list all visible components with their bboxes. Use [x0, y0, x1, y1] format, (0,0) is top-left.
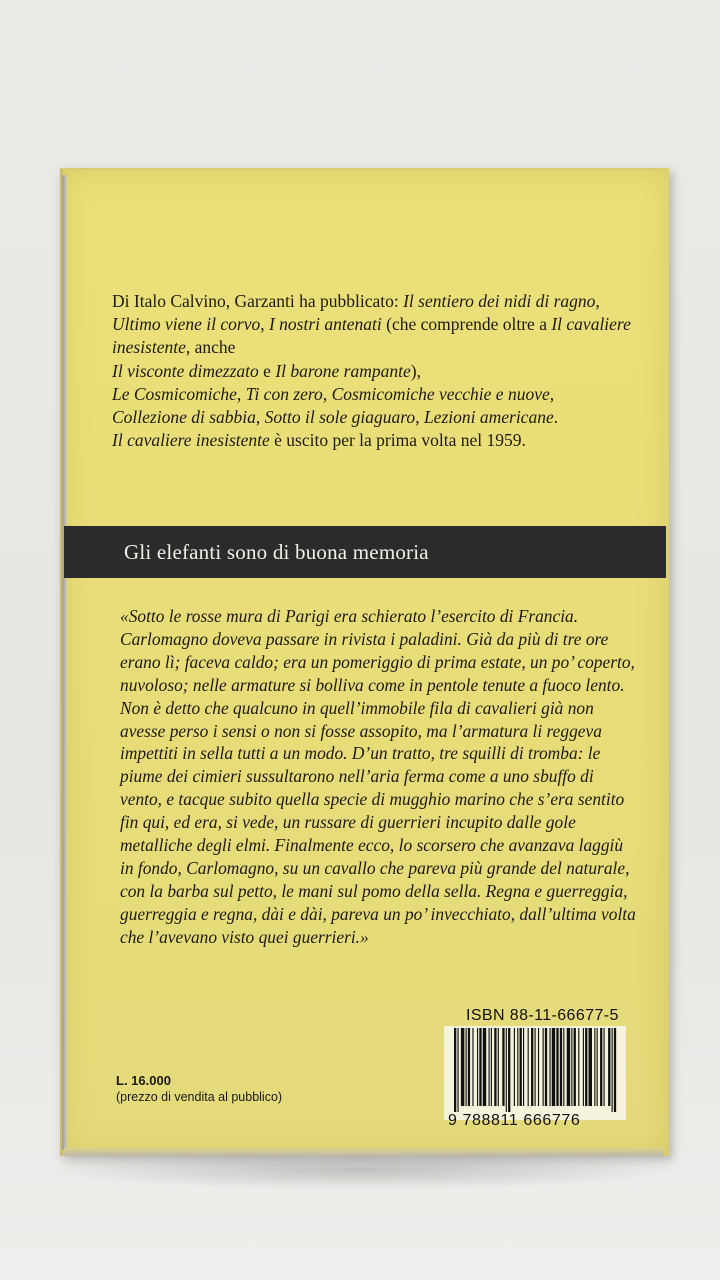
barcode-bar: [506, 1028, 507, 1112]
barcode-bar: [578, 1028, 579, 1106]
book-bottom-edge: [64, 1148, 664, 1156]
barcode-bar: [466, 1028, 467, 1106]
barcode-bar: [531, 1028, 533, 1106]
publisher-note-first-edition: Il cavaliere inesistente è uscito per la prima volta nel 1959.: [112, 430, 526, 451]
barcode-digits: 9 788811 666776: [448, 1112, 581, 1129]
barcode-bar: [477, 1028, 478, 1106]
barcode-bar: [538, 1028, 539, 1106]
isbn-number: ISBN 88-11-66677-5: [466, 1007, 619, 1024]
barcode-bar: [528, 1028, 529, 1106]
barcode-bar: [508, 1028, 510, 1112]
barcode-bar: [583, 1028, 584, 1106]
barcode-bar: [600, 1028, 602, 1106]
barcode-bar: [597, 1028, 598, 1106]
barcode-bar: [461, 1028, 464, 1106]
barcode-bar: [604, 1028, 605, 1106]
barcode-bar: [479, 1028, 481, 1106]
barcode-bar: [552, 1028, 555, 1106]
publisher-note-works: Di Italo Calvino, Garzanti ha pubblicato: Il sentiero dei nidi di ragno, Ultimo viene il corvo, I nostri antenati (che comprende oltre a Il cavaliere inesistente, anche Il visconte dimezzato e Il barone rampante), Le Cosmicomiche, Ti con zero, Cosmicomiche vecchie e nuove, Collezione di sabbia, Sotto il sole giaguaro, Lezioni americane.: [112, 291, 631, 428]
barcode-bar: [514, 1028, 515, 1106]
series-title: Gli elefanti sono di buona memoria: [124, 540, 429, 564]
barcode-bar: [517, 1028, 518, 1106]
barcode-bar: [567, 1028, 570, 1106]
barcode-bar: [545, 1028, 547, 1106]
barcode-bar: [594, 1028, 595, 1106]
barcode-bar: [457, 1028, 458, 1112]
barcode-bar: [489, 1028, 490, 1106]
price-note: (prezzo di vendita al pubblico): [116, 1090, 283, 1104]
table-shadow: [40, 1150, 680, 1190]
barcode-bar: [571, 1028, 572, 1106]
barcode-bar: [614, 1028, 616, 1112]
barcode: [450, 1028, 620, 1112]
barcode-bar: [454, 1028, 456, 1112]
barcode-bar: [502, 1028, 504, 1106]
book-edge: [62, 175, 67, 1150]
excerpt-quote: [120, 605, 640, 949]
barcode-bar: [563, 1028, 564, 1106]
barcode-bar: [585, 1028, 587, 1106]
publisher-note: [112, 290, 632, 452]
barcode-bar: [543, 1028, 544, 1106]
barcode-bar: [491, 1028, 492, 1106]
barcode-bar: [549, 1028, 550, 1106]
barcode-bar: [589, 1028, 592, 1106]
barcode-bar: [498, 1028, 499, 1106]
barcode-bar: [560, 1028, 562, 1106]
barcode-bar: [574, 1028, 576, 1106]
barcode-bar: [535, 1028, 536, 1106]
price: L. 16.000: [116, 1073, 171, 1088]
barcode-bar: [468, 1028, 470, 1106]
barcode-bar: [520, 1028, 522, 1106]
barcode-bar: [612, 1028, 613, 1112]
barcode-bar: [483, 1028, 486, 1106]
barcode-bar: [523, 1028, 524, 1106]
barcode-bar: [494, 1028, 496, 1106]
excerpt-text: «Sotto le rosse mura di Parigi era schierato l’esercito di Francia. Carlomagno doveva passare in rivista i paladini. Già da più di tre ore erano lì; faceva caldo; era un pomeriggio di prima estate, un po’ coperto, nuvoloso; nelle armature si bolliva come in pentole tenute a fuoco lento. Non è detto che qualcuno in quell’immobile fila di cavalieri già non avesse perso i sensi o non si fosse assopito, ma l’armatura li reggeva impettiti in sella tutti a un modo. D’un tratto, tre squilli di tromba: le piume dei cimieri sussultarono nell’aria ferma come a uno sbuffo di vento, e tacque subito quella specie di mugghio marino che s’era sentito fin qui, ed era, si vede, un russare di guerrieri incupito dalle gole metalliche degli elmi. Finalmente ecco, lo scorsero che avanzava laggiù in fondo, Carlomagno, su un cavallo che pareva più grande del naturale, con la barba sul petto, le mani sul pomo della sella. Regna e guerreggia, guerreggia e regna, dài e dài, pareva un po’ invecchiato, dall’ultima volta che l’avevano visto quei guerrieri.»: [120, 606, 636, 947]
barcode-bar: [556, 1028, 558, 1106]
barcode-bar: [472, 1028, 473, 1106]
barcode-bar: [608, 1028, 610, 1106]
